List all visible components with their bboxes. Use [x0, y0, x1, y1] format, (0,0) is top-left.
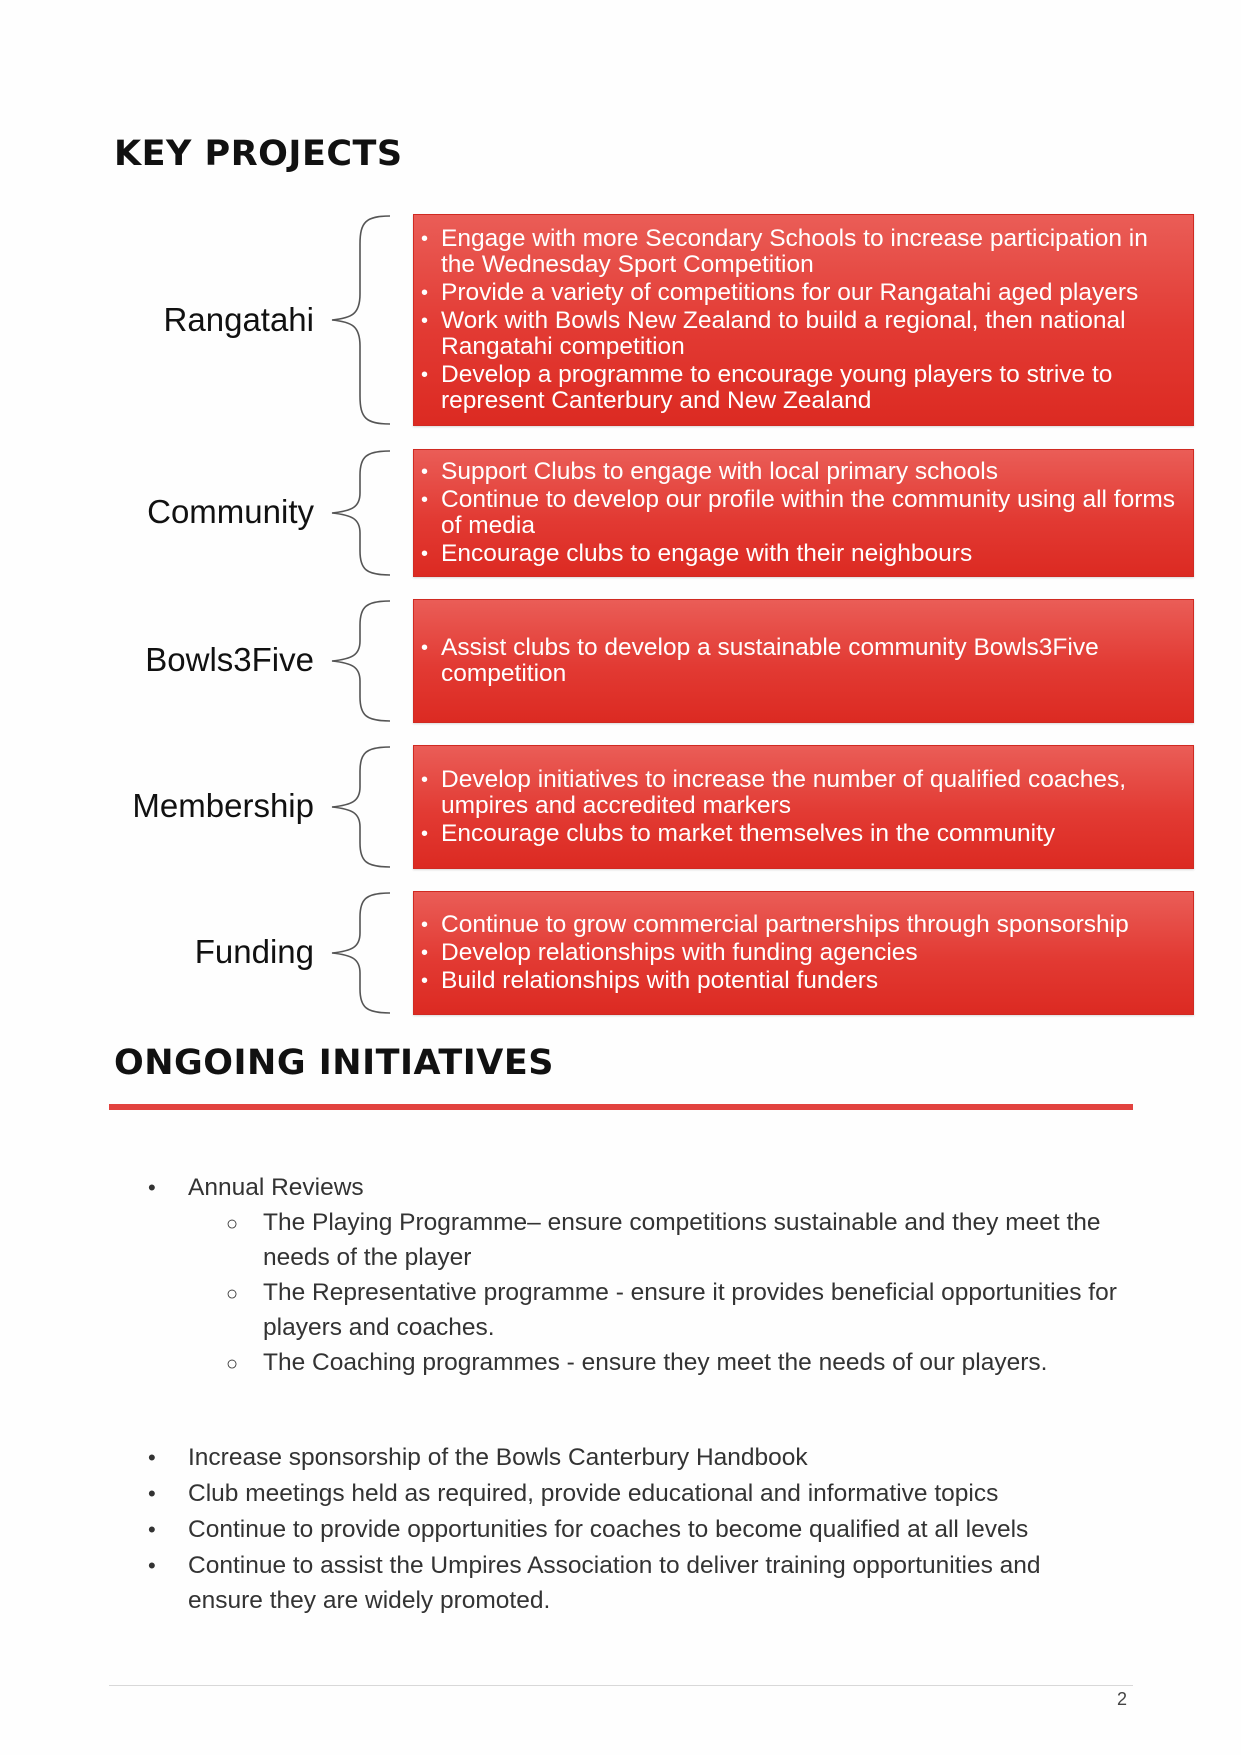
bullet-icon: •: [148, 1481, 156, 1506]
list-item: [148, 1548, 1118, 1618]
brace-icon: [330, 891, 392, 1015]
project-item: • Develop a programme to encourage young players to strive to represent Canterbury and New Zealand: [441, 362, 1179, 414]
brace-icon: [330, 599, 392, 723]
project-item: • Encourage clubs to engage with their neighbours: [441, 541, 1179, 567]
bullet-icon: •: [148, 1445, 156, 1470]
project-box: [413, 745, 1194, 869]
circle-bullet-icon: ○: [226, 1283, 239, 1305]
project-item: • Support Clubs to engage with local primary schools: [441, 459, 1179, 485]
project-box: [413, 891, 1194, 1015]
list-item-text: Continue to assist the Umpires Association to deliver training opportunities and ensure they are widely promoted.: [188, 1552, 1041, 1614]
brace-icon: [330, 214, 392, 426]
list-item: [148, 1476, 1118, 1511]
project-label: Funding: [194, 933, 314, 970]
project-item: • Continue to develop our profile within the community using all forms of media: [441, 487, 1179, 539]
list-item: [148, 1440, 1118, 1475]
project-label: Bowls3Five: [145, 641, 314, 678]
circle-bullet-icon: ○: [226, 1353, 239, 1375]
key-projects-heading: KEY PROJECTS: [114, 134, 403, 174]
project-item: • Develop initiatives to increase the number of qualified coaches, umpires and accredited markers: [441, 767, 1179, 819]
sub-list-item-text: The Coaching programmes - ensure they meet the needs of our players.: [263, 1349, 1048, 1376]
project-label: Rangatahi: [163, 301, 314, 338]
circle-bullet-icon: ○: [226, 1213, 239, 1235]
project-item: • Provide a variety of competitions for our Rangatahi aged players: [441, 280, 1179, 306]
project-item: • Encourage clubs to market themselves in the community: [441, 821, 1179, 847]
brace-icon: [330, 449, 392, 577]
project-box: [413, 214, 1194, 426]
list-item-text: Continue to provide opportunities for coaches to become qualified at all levels: [188, 1516, 1029, 1543]
section-divider: [109, 1104, 1133, 1110]
ongoing-initiatives-heading: ONGOING INITIATIVES: [114, 1043, 554, 1083]
bullet-icon: •: [148, 1517, 156, 1542]
project-item: • Continue to grow commercial partnerships through sponsorship: [441, 912, 1179, 938]
footer-divider: [109, 1685, 1133, 1686]
brace-icon: [330, 745, 392, 869]
bullet-icon: •: [148, 1175, 156, 1200]
sub-list-item-text: The Playing Programme– ensure competitions sustainable and they meet the needs of the player: [263, 1209, 1101, 1271]
project-item: • Build relationships with potential funders: [441, 968, 1179, 994]
project-box: [413, 599, 1194, 723]
project-box: [413, 449, 1194, 577]
list-item-text: Club meetings held as required, provide educational and informative topics: [188, 1480, 999, 1507]
list-item: [148, 1170, 1118, 1205]
project-item: • Work with Bowls New Zealand to build a regional, then national Rangatahi competition: [441, 308, 1179, 360]
sub-list-item: [226, 1345, 1133, 1380]
bullet-icon: •: [148, 1553, 156, 1578]
sub-list-item: [226, 1205, 1133, 1275]
project-label: Community: [147, 493, 314, 530]
project-item: • Develop relationships with funding agencies: [441, 940, 1179, 966]
list-item: [148, 1512, 1118, 1547]
page-number: 2: [1117, 1689, 1128, 1709]
list-item-text: Increase sponsorship of the Bowls Canterbury Handbook: [188, 1444, 808, 1471]
sub-list-item: [226, 1275, 1133, 1345]
project-label: Membership: [132, 787, 314, 824]
list-item-text: Annual Reviews: [188, 1174, 364, 1201]
sub-list-item-text: The Representative programme - ensure it provides beneficial opportunities for players and coaches.: [263, 1279, 1117, 1341]
project-item: • Assist clubs to develop a sustainable community Bowls3Five competition: [441, 635, 1179, 687]
project-item: • Engage with more Secondary Schools to increase participation in the Wednesday Sport Competition: [441, 226, 1179, 278]
